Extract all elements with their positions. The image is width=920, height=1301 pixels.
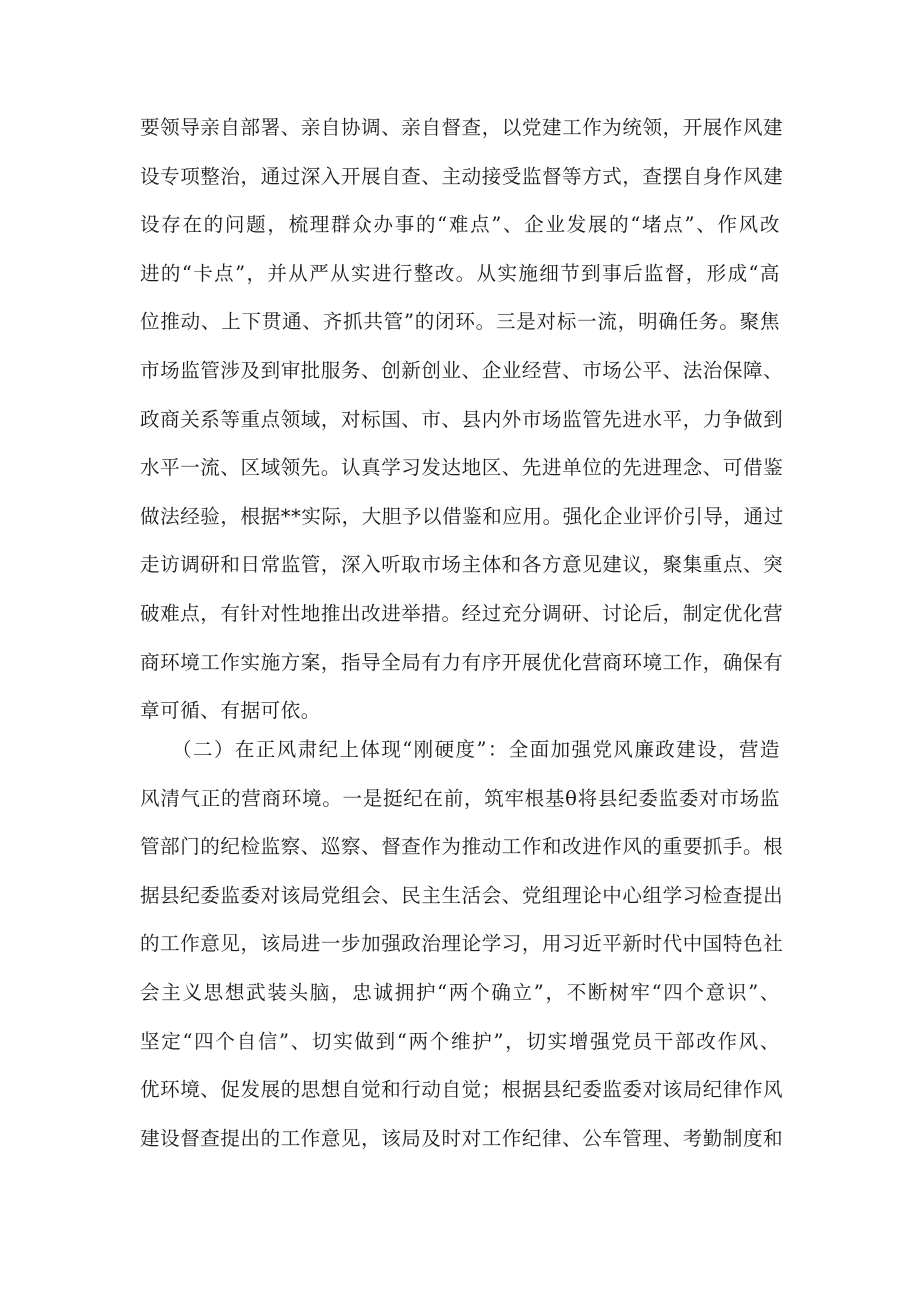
text-line: 会主义思想武装头脑，忠诚拥护“两个确立”，不断树牢“四个意识”、: [140, 980, 780, 1004]
text-line: 设存在的问题，梳理群众办事的“难点”、企业发展的“堵点”、作风改: [140, 213, 780, 237]
text-line: 的工作意见，该局进一步加强政治理论学习，用习近平新时代中国特色社: [140, 932, 784, 956]
text-line: 进的“卡点”，并从严从实进行整改。从实施细节到事后监督，形成“高: [140, 261, 780, 285]
text-line: 走访调研和日常监管，深入听取市场主体和各方意见建议，聚集重点、突: [140, 553, 784, 577]
text-line: 水平一流、区域领先。认真学习发达地区、先进单位的先进理念、可借鉴: [140, 456, 784, 480]
text-line: 位推动、上下贯通、齐抓共管”的闭环。三是对标一流，明确任务。聚焦: [140, 310, 780, 334]
text-line: 设专项整治，通过深入开展自查、主动接受监督等方式，查摆自身作风建: [140, 164, 784, 188]
text-line: 政商关系等重点领域，对标国、市、县内外市场监管先进水平，力争做到: [140, 407, 784, 431]
text-line: 风清气正的营商环境。一是挺纪在前，筑牢根基θ将县纪委监委对市场监: [140, 786, 780, 810]
text-line: 破难点，有针对性地推出改进举措。经过充分调研、讨论后，制定优化营: [140, 601, 784, 625]
text-line: （二）在正风肃纪上体现“刚硬度”：全面加强党风廉政建设，营造: [140, 738, 780, 761]
text-line: 建设督查提出的工作意见，该局及时对工作纪律、公车管理、考勤制度和: [140, 1126, 784, 1150]
text-line: 商环境工作实施方案，指导全局有力有序开展优化营商环境工作，确保有: [140, 650, 784, 674]
text-line: 做法经验，根据**实际，大胆予以借鉴和应用。强化企业评价引导，通过: [140, 504, 784, 528]
text-line: 章可循、有据可依。: [140, 699, 321, 723]
paragraph-2: [140, 726, 784, 1163]
text-line: 要领导亲自部署、亲自协调、亲自督查，以党建工作为统领，开展作风建: [140, 116, 784, 139]
text-line: 优环境、促发展的思想自觉和行动自觉；根据县纪委监委对该局纪律作风: [140, 1078, 784, 1102]
text-line: 据县纪委监委对该局党组会、民主生活会、党组理论中心组学习检查提出: [140, 883, 784, 907]
paragraph-1: [140, 104, 784, 736]
text-line: 坚定“四个自信”、切实做到“两个维护”，切实增强党员干部改作风、: [140, 1029, 780, 1053]
text-line: 市场监管涉及到审批服务、创新创业、企业经营、市场公平、法治保障、: [140, 358, 784, 382]
text-line: 管部门的纪检监察、巡察、督查作为推动工作和改进作风的重要抓手。根: [140, 835, 784, 859]
